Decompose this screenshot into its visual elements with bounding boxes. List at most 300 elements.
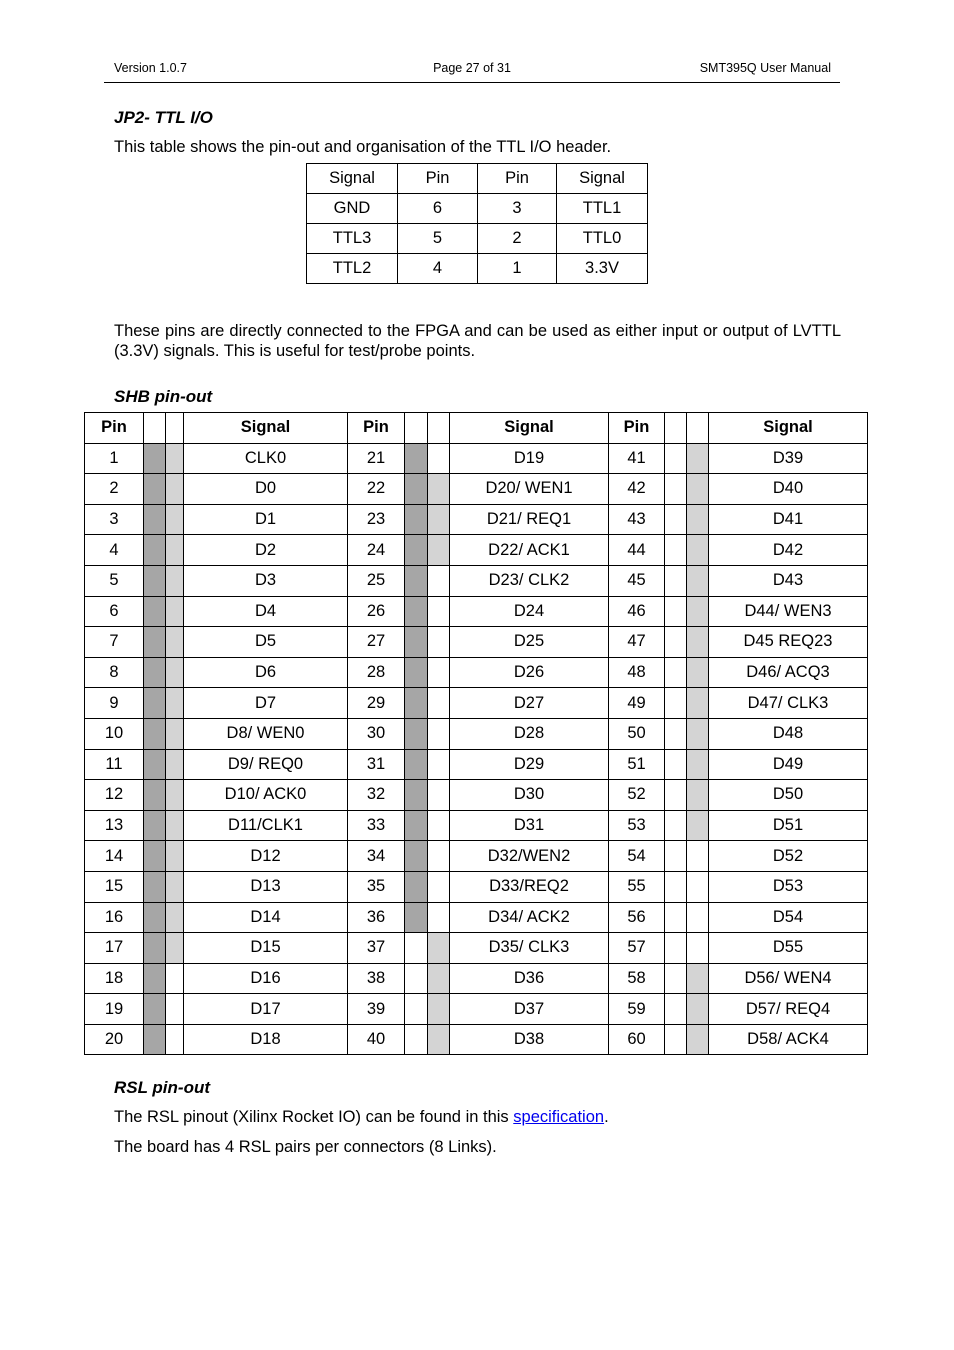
shade-cell — [166, 596, 184, 627]
shade-cell — [405, 413, 428, 444]
shade-cell — [166, 1024, 184, 1055]
pin-cell: 56 — [609, 902, 665, 933]
shade-cell — [144, 413, 166, 444]
shade-cell — [144, 749, 166, 780]
signal-cell: D7 — [184, 688, 348, 719]
pin-cell: 28 — [348, 657, 405, 688]
signal-cell: D45 REQ23 — [709, 627, 868, 658]
signal-cell: D33/REQ2 — [450, 871, 609, 902]
shade-cell — [687, 718, 709, 749]
pin-cell: 2 — [85, 474, 144, 505]
shade-cell — [687, 963, 709, 994]
signal-cell: D56/ WEN4 — [709, 963, 868, 994]
shade-cell — [665, 596, 687, 627]
signal-cell: D19 — [450, 443, 609, 474]
pin-cell: 9 — [85, 688, 144, 719]
signal-cell: D37 — [450, 994, 609, 1025]
pin-cell: 57 — [609, 933, 665, 964]
pin-cell: 12 — [85, 780, 144, 811]
shb-heading: SHB pin-out — [114, 387, 213, 406]
signal-cell: D14 — [184, 902, 348, 933]
shade-cell — [428, 749, 450, 780]
shade-cell — [166, 871, 184, 902]
column-header: Signal — [450, 413, 609, 444]
pin-cell: 54 — [609, 841, 665, 872]
signal-cell: D39 — [709, 443, 868, 474]
shade-cell — [166, 627, 184, 658]
table-row — [307, 254, 648, 284]
pin-cell: 34 — [348, 841, 405, 872]
shade-cell — [665, 443, 687, 474]
column-header: Pin — [398, 164, 478, 194]
signal-cell: D34/ ACK2 — [450, 902, 609, 933]
shade-cell — [405, 535, 428, 566]
pin-cell: 42 — [609, 474, 665, 505]
shade-cell — [687, 841, 709, 872]
table-cell: TTL3 — [307, 224, 398, 254]
shade-cell — [665, 1024, 687, 1055]
shade-cell — [144, 535, 166, 566]
signal-cell: D16 — [184, 963, 348, 994]
column-header: Signal — [184, 413, 348, 444]
shade-cell — [144, 871, 166, 902]
signal-cell: D1 — [184, 504, 348, 535]
signal-cell: D40 — [709, 474, 868, 505]
pin-cell: 52 — [609, 780, 665, 811]
signal-cell: D21/ REQ1 — [450, 504, 609, 535]
pin-cell: 38 — [348, 963, 405, 994]
signal-cell: D13 — [184, 871, 348, 902]
pin-cell: 25 — [348, 565, 405, 596]
shade-cell — [428, 443, 450, 474]
table-row — [85, 749, 868, 780]
shade-cell — [665, 994, 687, 1025]
specification-link[interactable]: specification — [513, 1108, 605, 1126]
shade-cell — [166, 565, 184, 596]
pin-cell: 40 — [348, 1024, 405, 1055]
shade-cell — [687, 535, 709, 566]
table-row — [85, 627, 868, 658]
column-header: Pin — [348, 413, 405, 444]
pin-cell: 14 — [85, 841, 144, 872]
signal-cell: D2 — [184, 535, 348, 566]
pin-cell: 30 — [348, 718, 405, 749]
pin-cell: 31 — [348, 749, 405, 780]
shade-cell — [166, 688, 184, 719]
shade-cell — [144, 688, 166, 719]
table-row — [85, 780, 868, 811]
table-row — [85, 443, 868, 474]
table-cell: 2 — [478, 224, 557, 254]
shade-cell — [144, 933, 166, 964]
shade-cell — [687, 749, 709, 780]
table-row — [85, 871, 868, 902]
pin-cell: 49 — [609, 688, 665, 719]
jp2-heading: JP2- TTL I/O — [114, 108, 213, 127]
signal-cell: D12 — [184, 841, 348, 872]
shade-cell — [665, 504, 687, 535]
signal-cell: D27 — [450, 688, 609, 719]
jp2-note: These pins are directly connected to the FPGA and can be used as either input or output of LVTTL (3.3V) signals. This is useful for test/probe points. — [114, 322, 841, 360]
shade-cell — [144, 810, 166, 841]
pin-cell: 11 — [85, 749, 144, 780]
shade-cell — [405, 504, 428, 535]
shade-cell — [665, 657, 687, 688]
pin-cell: 33 — [348, 810, 405, 841]
column-header: Pin — [478, 164, 557, 194]
pin-cell: 51 — [609, 749, 665, 780]
pin-cell: 22 — [348, 474, 405, 505]
pin-cell: 45 — [609, 565, 665, 596]
shade-cell — [405, 474, 428, 505]
column-header: Pin — [609, 413, 665, 444]
signal-cell: D50 — [709, 780, 868, 811]
table-row — [85, 565, 868, 596]
table-cell: 3 — [478, 194, 557, 224]
signal-cell: D48 — [709, 718, 868, 749]
pin-cell: 50 — [609, 718, 665, 749]
table-row — [85, 841, 868, 872]
shade-cell — [428, 565, 450, 596]
signal-cell: D6 — [184, 657, 348, 688]
pin-cell: 5 — [85, 565, 144, 596]
shade-cell — [405, 627, 428, 658]
pin-cell: 37 — [348, 933, 405, 964]
shade-cell — [428, 718, 450, 749]
pin-cell: 4 — [85, 535, 144, 566]
pin-cell: 17 — [85, 933, 144, 964]
shade-cell — [144, 443, 166, 474]
shade-cell — [665, 535, 687, 566]
pin-cell: 55 — [609, 871, 665, 902]
shade-cell — [687, 688, 709, 719]
shade-cell — [166, 994, 184, 1025]
shade-cell — [166, 718, 184, 749]
signal-cell: D57/ REQ4 — [709, 994, 868, 1025]
signal-cell: D29 — [450, 749, 609, 780]
shade-cell — [665, 780, 687, 811]
signal-cell: D26 — [450, 657, 609, 688]
shade-cell — [428, 994, 450, 1025]
column-header: Signal — [557, 164, 648, 194]
shade-cell — [144, 474, 166, 505]
shade-cell — [166, 443, 184, 474]
signal-cell: D43 — [709, 565, 868, 596]
shade-cell — [144, 1024, 166, 1055]
rsl-paragraph — [114, 1107, 609, 1127]
table-row — [85, 1024, 868, 1055]
table-row — [85, 535, 868, 566]
shade-cell — [428, 596, 450, 627]
shade-cell — [166, 535, 184, 566]
pin-cell: 41 — [609, 443, 665, 474]
pin-cell: 47 — [609, 627, 665, 658]
signal-cell: D23/ CLK2 — [450, 565, 609, 596]
table-row — [85, 504, 868, 535]
rsl-text-end: . — [604, 1108, 609, 1126]
pin-cell: 35 — [348, 871, 405, 902]
signal-cell: D22/ ACK1 — [450, 535, 609, 566]
table-row — [85, 902, 868, 933]
pin-cell: 19 — [85, 994, 144, 1025]
shade-cell — [687, 474, 709, 505]
shade-cell — [405, 871, 428, 902]
signal-cell: D55 — [709, 933, 868, 964]
shade-cell — [166, 413, 184, 444]
table-row — [85, 596, 868, 627]
page-header — [104, 61, 840, 83]
shade-cell — [687, 657, 709, 688]
shade-cell — [428, 535, 450, 566]
signal-cell: D8/ WEN0 — [184, 718, 348, 749]
page-number: Page 27 of 31 — [433, 61, 511, 75]
signal-cell: D28 — [450, 718, 609, 749]
shade-cell — [428, 688, 450, 719]
pin-cell: 59 — [609, 994, 665, 1025]
table-row — [85, 657, 868, 688]
rsl-heading: RSL pin-out — [114, 1078, 210, 1097]
column-header: Signal — [307, 164, 398, 194]
shade-cell — [428, 657, 450, 688]
shade-cell — [687, 627, 709, 658]
pin-cell: 18 — [85, 963, 144, 994]
rsl-text: The RSL pinout (Xilinx Rocket IO) can be found in this — [114, 1108, 514, 1126]
shade-cell — [166, 780, 184, 811]
signal-cell: D25 — [450, 627, 609, 658]
shade-cell — [405, 565, 428, 596]
signal-cell: D9/ REQ0 — [184, 749, 348, 780]
signal-cell: D30 — [450, 780, 609, 811]
shade-cell — [166, 657, 184, 688]
shb-table-body — [85, 413, 868, 1055]
pin-cell: 21 — [348, 443, 405, 474]
shade-cell — [665, 413, 687, 444]
signal-cell: D52 — [709, 841, 868, 872]
shade-cell — [144, 596, 166, 627]
shade-cell — [428, 627, 450, 658]
signal-cell: D54 — [709, 902, 868, 933]
signal-cell: D4 — [184, 596, 348, 627]
table-cell: TTL2 — [307, 254, 398, 284]
shade-cell — [405, 841, 428, 872]
signal-cell: D10/ ACK0 — [184, 780, 348, 811]
pin-cell: 15 — [85, 871, 144, 902]
shade-cell — [428, 963, 450, 994]
pin-cell: 13 — [85, 810, 144, 841]
pin-cell: 36 — [348, 902, 405, 933]
shade-cell — [144, 963, 166, 994]
table-row — [85, 474, 868, 505]
column-header: Signal — [709, 413, 868, 444]
table-cell: 5 — [398, 224, 478, 254]
pin-cell: 7 — [85, 627, 144, 658]
shade-cell — [687, 413, 709, 444]
table-cell: GND — [307, 194, 398, 224]
shade-cell — [665, 933, 687, 964]
table-row — [85, 963, 868, 994]
shade-cell — [166, 841, 184, 872]
pin-cell: 43 — [609, 504, 665, 535]
shade-cell — [144, 627, 166, 658]
signal-cell: D20/ WEN1 — [450, 474, 609, 505]
signal-cell: CLK0 — [184, 443, 348, 474]
table-row — [307, 194, 648, 224]
pin-cell: 53 — [609, 810, 665, 841]
shade-cell — [428, 1024, 450, 1055]
shade-cell — [687, 933, 709, 964]
signal-cell: D0 — [184, 474, 348, 505]
shade-cell — [665, 963, 687, 994]
table-header-row — [85, 413, 868, 444]
shade-cell — [687, 780, 709, 811]
shade-cell — [428, 413, 450, 444]
jp2-intro: This table shows the pin-out and organisation of the TTL I/O header. — [114, 138, 612, 156]
shade-cell — [687, 1024, 709, 1055]
shade-cell — [428, 902, 450, 933]
shade-cell — [166, 474, 184, 505]
signal-cell: D18 — [184, 1024, 348, 1055]
pin-cell: 58 — [609, 963, 665, 994]
signal-cell: D41 — [709, 504, 868, 535]
signal-cell: D24 — [450, 596, 609, 627]
shade-cell — [687, 810, 709, 841]
shade-cell — [665, 810, 687, 841]
shade-cell — [166, 810, 184, 841]
shade-cell — [405, 963, 428, 994]
signal-cell: D42 — [709, 535, 868, 566]
jp2-table — [306, 163, 648, 284]
shade-cell — [665, 688, 687, 719]
shb-table — [84, 412, 868, 1055]
signal-cell: D58/ ACK4 — [709, 1024, 868, 1055]
shade-cell — [405, 596, 428, 627]
shade-cell — [405, 657, 428, 688]
table-cell: 3.3V — [557, 254, 648, 284]
signal-cell: D5 — [184, 627, 348, 658]
pin-cell: 48 — [609, 657, 665, 688]
shade-cell — [405, 443, 428, 474]
pin-cell: 46 — [609, 596, 665, 627]
signal-cell: D15 — [184, 933, 348, 964]
table-row — [85, 688, 868, 719]
shade-cell — [665, 902, 687, 933]
shade-cell — [144, 780, 166, 811]
shade-cell — [687, 871, 709, 902]
shade-cell — [665, 627, 687, 658]
shade-cell — [166, 749, 184, 780]
shade-cell — [428, 504, 450, 535]
signal-cell: D46/ ACQ3 — [709, 657, 868, 688]
shade-cell — [687, 902, 709, 933]
signal-cell: D17 — [184, 994, 348, 1025]
signal-cell: D11/CLK1 — [184, 810, 348, 841]
shade-cell — [687, 994, 709, 1025]
shade-cell — [144, 657, 166, 688]
shade-cell — [144, 902, 166, 933]
pin-cell: 1 — [85, 443, 144, 474]
shade-cell — [687, 565, 709, 596]
signal-cell: D32/WEN2 — [450, 841, 609, 872]
pin-cell: 27 — [348, 627, 405, 658]
pin-cell: 16 — [85, 902, 144, 933]
pin-cell: 39 — [348, 994, 405, 1025]
pin-cell: 8 — [85, 657, 144, 688]
shade-cell — [665, 871, 687, 902]
table-row — [85, 810, 868, 841]
table-cell: TTL0 — [557, 224, 648, 254]
signal-cell: D38 — [450, 1024, 609, 1055]
pin-cell: 32 — [348, 780, 405, 811]
signal-cell: D35/ CLK3 — [450, 933, 609, 964]
shade-cell — [428, 871, 450, 902]
shade-cell — [687, 443, 709, 474]
shade-cell — [428, 810, 450, 841]
pin-cell: 23 — [348, 504, 405, 535]
shade-cell — [665, 474, 687, 505]
shade-cell — [144, 718, 166, 749]
pin-cell: 10 — [85, 718, 144, 749]
shade-cell — [144, 504, 166, 535]
pin-cell: 29 — [348, 688, 405, 719]
pin-cell: 6 — [85, 596, 144, 627]
signal-cell: D44/ WEN3 — [709, 596, 868, 627]
table-cell: TTL1 — [557, 194, 648, 224]
shade-cell — [405, 810, 428, 841]
signal-cell: D36 — [450, 963, 609, 994]
signal-cell: D3 — [184, 565, 348, 596]
shade-cell — [405, 780, 428, 811]
table-cell: 4 — [398, 254, 478, 284]
shade-cell — [405, 994, 428, 1025]
signal-cell: D51 — [709, 810, 868, 841]
pin-cell: 26 — [348, 596, 405, 627]
shade-cell — [144, 994, 166, 1025]
shade-cell — [166, 933, 184, 964]
shade-cell — [687, 596, 709, 627]
table-row — [307, 224, 648, 254]
shade-cell — [665, 565, 687, 596]
signal-cell: D47/ CLK3 — [709, 688, 868, 719]
shade-cell — [166, 963, 184, 994]
version-label: Version 1.0.7 — [114, 61, 187, 75]
shade-cell — [144, 841, 166, 872]
shade-cell — [405, 1024, 428, 1055]
pin-cell: 3 — [85, 504, 144, 535]
table-row — [85, 994, 868, 1025]
shade-cell — [428, 780, 450, 811]
signal-cell: D49 — [709, 749, 868, 780]
shade-cell — [428, 474, 450, 505]
shade-cell — [405, 749, 428, 780]
column-header: Pin — [85, 413, 144, 444]
shade-cell — [665, 841, 687, 872]
pin-cell: 20 — [85, 1024, 144, 1055]
shade-cell — [665, 718, 687, 749]
shade-cell — [166, 504, 184, 535]
shade-cell — [405, 902, 428, 933]
table-cell: 1 — [478, 254, 557, 284]
shade-cell — [687, 504, 709, 535]
shade-cell — [405, 933, 428, 964]
document-title: SMT395Q User Manual — [699, 61, 831, 75]
table-cell: 6 — [398, 194, 478, 224]
pin-cell: 60 — [609, 1024, 665, 1055]
pin-cell: 44 — [609, 535, 665, 566]
table-header-row — [307, 164, 648, 194]
signal-cell: D53 — [709, 871, 868, 902]
table-row — [85, 933, 868, 964]
pin-cell: 24 — [348, 535, 405, 566]
